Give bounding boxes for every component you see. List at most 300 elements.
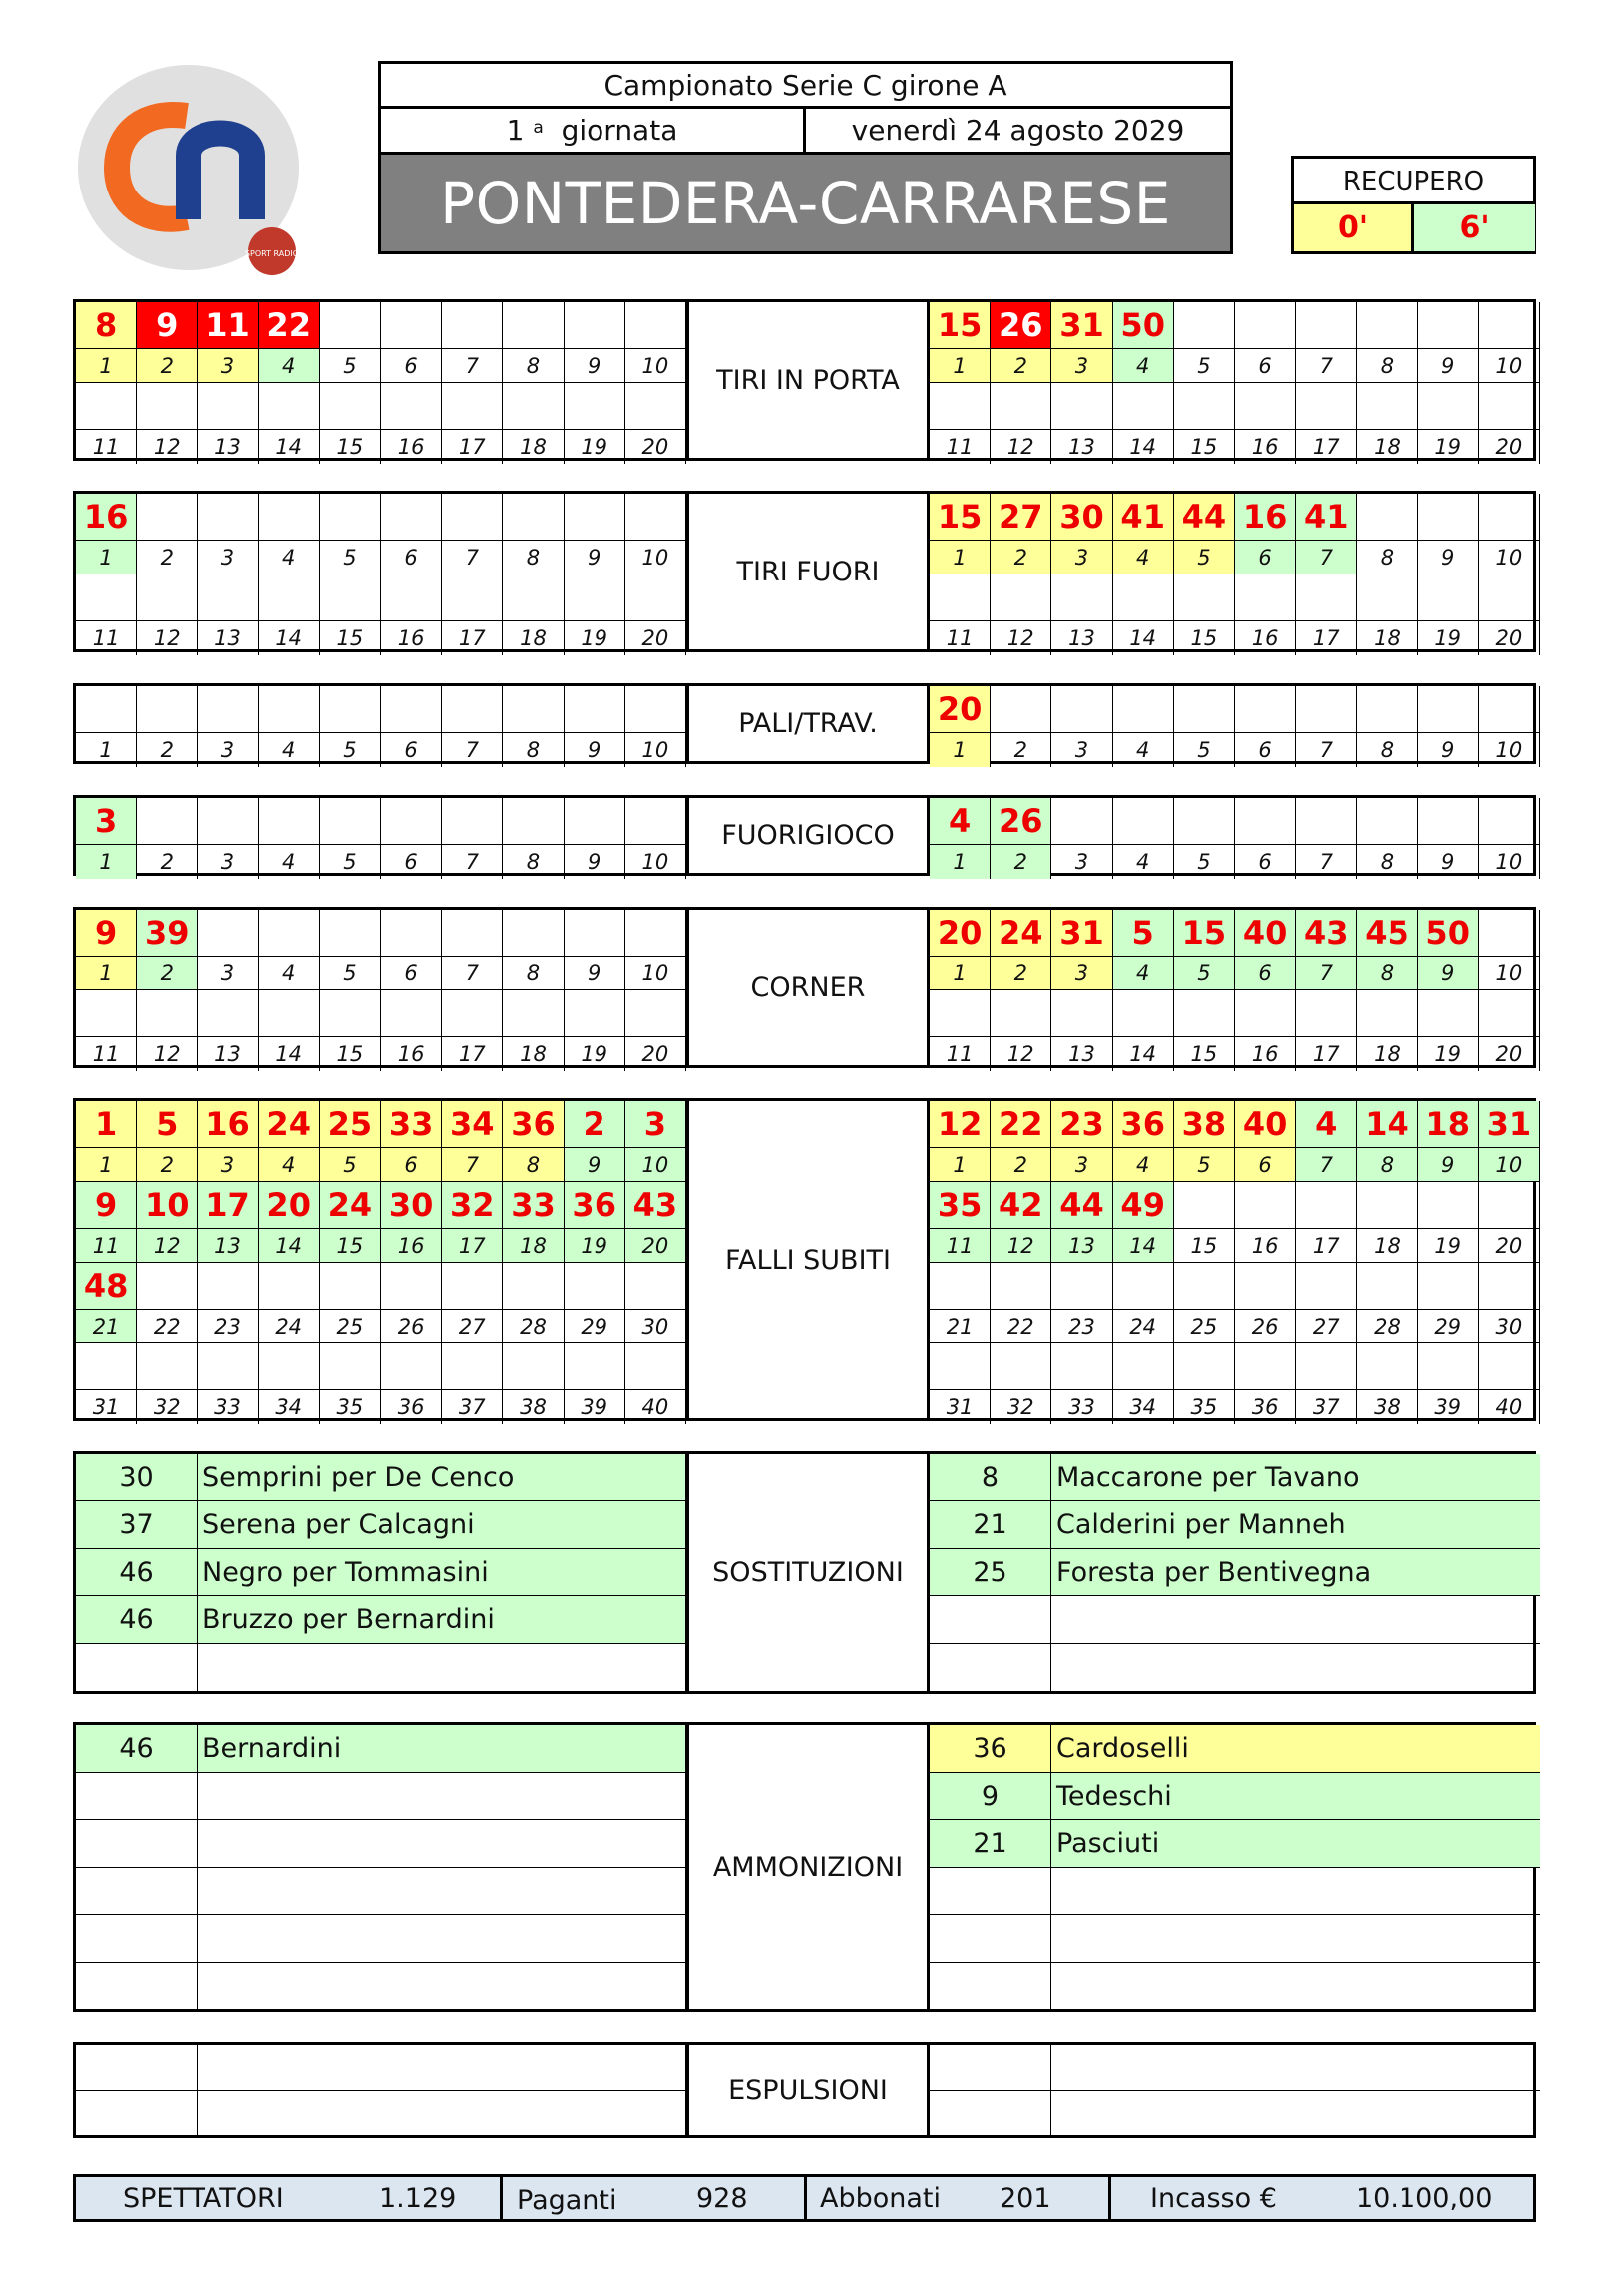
fuorigioco-right-index: 8 bbox=[1357, 845, 1417, 879]
tiri-fuori-left-value bbox=[320, 574, 381, 621]
falli-subiti-left-index: 32 bbox=[137, 1390, 198, 1424]
corner-left-value bbox=[76, 990, 137, 1037]
falli-subiti-left-value: 10 bbox=[137, 1182, 198, 1229]
pali-trav-left-index: 5 bbox=[320, 733, 381, 767]
falli-subiti-right-index: 33 bbox=[1051, 1390, 1112, 1424]
tiri-in-porta-right-value: 15 bbox=[930, 302, 991, 349]
fuorigioco-left-value bbox=[442, 798, 503, 845]
sostituzioni-label: SOSTITUZIONI bbox=[686, 1454, 930, 1691]
corner-left-value bbox=[625, 910, 686, 957]
tiri-fuori-right-value: 44 bbox=[1174, 494, 1235, 541]
corner-right-value bbox=[1113, 990, 1174, 1037]
tiri-in-porta-right-index: 17 bbox=[1296, 430, 1357, 464]
tiri-fuori-right-index: 6 bbox=[1235, 541, 1296, 574]
falli-subiti-left-index: 17 bbox=[442, 1229, 503, 1263]
falli-subiti-right-index: 3 bbox=[1051, 1148, 1112, 1182]
falli-subiti-right-index: 29 bbox=[1418, 1310, 1479, 1343]
espulsioni-left-player bbox=[198, 2091, 686, 2136]
falli-subiti-left-value: 9 bbox=[76, 1182, 137, 1229]
corner-left-value bbox=[381, 990, 442, 1037]
pali-trav-right-value bbox=[1051, 686, 1112, 733]
fuorigioco-left-index: 9 bbox=[565, 845, 625, 879]
pali-trav-right-index: 7 bbox=[1296, 733, 1357, 767]
falli-subiti-right-index: 5 bbox=[1174, 1148, 1235, 1182]
falli-subiti-left-index: 36 bbox=[381, 1390, 442, 1424]
falli-subiti-right-value bbox=[1357, 1182, 1417, 1229]
ammonizioni-right-player bbox=[1051, 1963, 1540, 2011]
tiri-fuori-right-index: 11 bbox=[930, 621, 991, 655]
corner-left-value bbox=[625, 990, 686, 1037]
tiri-in-porta-right-index: 10 bbox=[1479, 349, 1540, 383]
corner-left-index: 17 bbox=[442, 1037, 503, 1071]
tiri-fuori-left-index: 1 bbox=[76, 541, 137, 574]
tiri-in-porta-left-value: 22 bbox=[259, 302, 320, 349]
corner-left-index: 14 bbox=[259, 1037, 320, 1071]
tiri-in-porta-left-value bbox=[320, 302, 381, 349]
tiri-fuori-left-value bbox=[320, 494, 381, 541]
falli-subiti-right-value bbox=[930, 1263, 991, 1310]
falli-subiti-right-index: 7 bbox=[1296, 1148, 1357, 1182]
corner-right-value bbox=[991, 990, 1051, 1037]
corner-left-index: 20 bbox=[625, 1037, 686, 1071]
pali-trav-right-value: 20 bbox=[930, 686, 991, 733]
corner-right-index: 18 bbox=[1357, 1037, 1417, 1071]
tiri-in-porta-left-index: 20 bbox=[625, 430, 686, 464]
sostituzioni-right-player: Calderini per Manneh bbox=[1051, 1501, 1540, 1548]
match-header bbox=[378, 61, 1233, 254]
fuorigioco-left-value bbox=[198, 798, 258, 845]
tiri-in-porta-left-index: 11 bbox=[76, 430, 137, 464]
sostituzioni-right-minute bbox=[930, 1596, 1051, 1643]
falli-subiti-left-index: 39 bbox=[565, 1390, 625, 1424]
falli-subiti-right-value: 38 bbox=[1174, 1101, 1235, 1148]
falli-subiti-left-value: 2 bbox=[565, 1101, 625, 1148]
pali-trav-left-value bbox=[565, 686, 625, 733]
falli-subiti-left-value bbox=[442, 1343, 503, 1390]
tiri-in-porta-left-value bbox=[625, 383, 686, 430]
section-corner bbox=[73, 907, 1536, 1068]
falli-subiti-left-value: 43 bbox=[625, 1182, 686, 1229]
falli-subiti-left-index: 7 bbox=[442, 1148, 503, 1182]
recupero-label: RECUPERO bbox=[1294, 159, 1533, 204]
falli-subiti-left-index: 20 bbox=[625, 1229, 686, 1263]
spettatori-label: SPETTATORI bbox=[123, 2183, 284, 2214]
ammonizioni-left-player bbox=[198, 1820, 686, 1868]
falli-subiti-left-index: 31 bbox=[76, 1390, 137, 1424]
pali-trav-left-index: 4 bbox=[259, 733, 320, 767]
fuorigioco-right-value bbox=[1174, 798, 1235, 845]
falli-subiti-left-value: 48 bbox=[76, 1263, 137, 1310]
falli-subiti-right-index: 38 bbox=[1357, 1390, 1417, 1424]
corner-right-index: 19 bbox=[1418, 1037, 1479, 1071]
corner-right-value: 40 bbox=[1235, 910, 1296, 957]
pali-trav-left-index: 9 bbox=[565, 733, 625, 767]
section-tiri-fuori bbox=[73, 491, 1536, 652]
corner-left-value bbox=[503, 910, 564, 957]
falli-subiti-right-value bbox=[991, 1343, 1051, 1390]
corner-left-value bbox=[381, 910, 442, 957]
fuorigioco-right-value: 26 bbox=[991, 798, 1051, 845]
fuorigioco-left-index: 6 bbox=[381, 845, 442, 879]
corner-right-value bbox=[1296, 990, 1357, 1037]
sostituzioni-right-player: Foresta per Bentivegna bbox=[1051, 1549, 1540, 1596]
tiri-in-porta-left-index: 9 bbox=[565, 349, 625, 383]
tiri-fuori-left-value: 16 bbox=[76, 494, 137, 541]
ammonizioni-right-minute bbox=[930, 1915, 1051, 1963]
fuorigioco-right-value bbox=[1235, 798, 1296, 845]
ammonizioni-right-minute: 36 bbox=[930, 1725, 1051, 1773]
tiri-fuori-right-value bbox=[1357, 494, 1417, 541]
corner-right-value: 24 bbox=[991, 910, 1051, 957]
falli-subiti-right-value bbox=[930, 1343, 991, 1390]
tiri-in-porta-left-value bbox=[381, 302, 442, 349]
corner-left-index: 8 bbox=[503, 957, 564, 990]
tiri-fuori-left-index: 8 bbox=[503, 541, 564, 574]
tiri-in-porta-right-value bbox=[1235, 383, 1296, 430]
espulsioni-left-minute bbox=[76, 2091, 198, 2136]
tiri-fuori-left-index: 5 bbox=[320, 541, 381, 574]
falli-subiti-left-value bbox=[503, 1343, 564, 1390]
corner-right-index: 11 bbox=[930, 1037, 991, 1071]
tiri-in-porta-right-value bbox=[1357, 383, 1417, 430]
tiri-fuori-right-index: 5 bbox=[1174, 541, 1235, 574]
falli-subiti-right-index: 24 bbox=[1113, 1310, 1174, 1343]
tiri-in-porta-right-index: 2 bbox=[991, 349, 1051, 383]
corner-right-index: 10 bbox=[1479, 957, 1540, 990]
pali-trav-right-value bbox=[1113, 686, 1174, 733]
fuorigioco-left-value bbox=[137, 798, 198, 845]
tiri-fuori-left-value bbox=[198, 494, 258, 541]
falli-subiti-right-value: 36 bbox=[1113, 1101, 1174, 1148]
falli-subiti-left-value bbox=[76, 1343, 137, 1390]
corner-right-index: 9 bbox=[1418, 957, 1479, 990]
falli-subiti-right-value bbox=[1479, 1263, 1540, 1310]
ammonizioni-left-player bbox=[198, 1963, 686, 2011]
falli-subiti-right-index: 30 bbox=[1479, 1310, 1540, 1343]
section-falli-subiti bbox=[73, 1098, 1536, 1421]
tiri-in-porta-left-value: 9 bbox=[137, 302, 198, 349]
falli-subiti-left-value bbox=[320, 1343, 381, 1390]
tiri-fuori-right-value bbox=[1418, 574, 1479, 621]
sostituzioni-right-minute: 25 bbox=[930, 1549, 1051, 1596]
falli-subiti-right-value bbox=[1051, 1343, 1112, 1390]
tiri-fuori-right-value bbox=[1113, 574, 1174, 621]
corner-right-index: 1 bbox=[930, 957, 991, 990]
sostituzioni-left-player: Negro per Tommasini bbox=[198, 1549, 686, 1596]
fuorigioco-right-index: 5 bbox=[1174, 845, 1235, 879]
corner-right-index: 2 bbox=[991, 957, 1051, 990]
tiri-fuori-right-value: 30 bbox=[1051, 494, 1112, 541]
tiri-fuori-left-value bbox=[259, 494, 320, 541]
falli-subiti-left-index: 4 bbox=[259, 1148, 320, 1182]
falli-subiti-left-index: 38 bbox=[503, 1390, 564, 1424]
pali-trav-left-value bbox=[137, 686, 198, 733]
tiri-fuori-right-value bbox=[1296, 574, 1357, 621]
tiri-in-porta-right-value bbox=[1296, 383, 1357, 430]
corner-left-value bbox=[259, 990, 320, 1037]
tiri-fuori-left-index: 10 bbox=[625, 541, 686, 574]
tiri-fuori-right-value: 27 bbox=[991, 494, 1051, 541]
falli-subiti-right-value bbox=[1296, 1263, 1357, 1310]
falli-subiti-right-value: 49 bbox=[1113, 1182, 1174, 1229]
falli-subiti-right-value bbox=[1357, 1343, 1417, 1390]
tiri-fuori-left-index: 13 bbox=[198, 621, 258, 655]
tiri-in-porta-left-index: 3 bbox=[198, 349, 258, 383]
tiri-fuori-left-value bbox=[137, 494, 198, 541]
fuorigioco-right-value bbox=[1113, 798, 1174, 845]
pali-trav-left-value bbox=[320, 686, 381, 733]
falli-subiti-right-value bbox=[1113, 1343, 1174, 1390]
tiri-in-porta-left-index: 1 bbox=[76, 349, 137, 383]
tiri-in-porta-left-index: 12 bbox=[137, 430, 198, 464]
falli-subiti-left-index: 37 bbox=[442, 1390, 503, 1424]
tiri-in-porta-right-index: 18 bbox=[1357, 430, 1417, 464]
tiri-fuori-label: TIRI FUORI bbox=[686, 494, 930, 649]
falli-subiti-left-index: 22 bbox=[137, 1310, 198, 1343]
tiri-fuori-right-index: 17 bbox=[1296, 621, 1357, 655]
falli-subiti-right-value bbox=[1174, 1263, 1235, 1310]
pali-trav-left-value bbox=[625, 686, 686, 733]
falli-subiti-left-index: 2 bbox=[137, 1148, 198, 1182]
falli-subiti-right-index: 12 bbox=[991, 1229, 1051, 1263]
tiri-fuori-left-index: 17 bbox=[442, 621, 503, 655]
tiri-in-porta-right-value: 31 bbox=[1051, 302, 1112, 349]
corner-right-value bbox=[1357, 990, 1417, 1037]
tiri-in-porta-left-index: 15 bbox=[320, 430, 381, 464]
tiri-in-porta-left-value bbox=[565, 383, 625, 430]
ammonizioni-left-player: Bernardini bbox=[198, 1725, 686, 1773]
falli-subiti-right-value bbox=[1418, 1263, 1479, 1310]
tiri-fuori-left-index: 9 bbox=[565, 541, 625, 574]
falli-subiti-left-value bbox=[381, 1343, 442, 1390]
pali-trav-right-index: 10 bbox=[1479, 733, 1540, 767]
fuorigioco-right-value bbox=[1296, 798, 1357, 845]
falli-subiti-left-value bbox=[198, 1343, 258, 1390]
ammonizioni-label: AMMONIZIONI bbox=[686, 1725, 930, 2009]
falli-subiti-right-value bbox=[1357, 1263, 1417, 1310]
pali-trav-left-index: 7 bbox=[442, 733, 503, 767]
fuorigioco-left-index: 7 bbox=[442, 845, 503, 879]
falli-subiti-right-value bbox=[1051, 1263, 1112, 1310]
pali-trav-left-value bbox=[76, 686, 137, 733]
falli-subiti-left-index: 12 bbox=[137, 1229, 198, 1263]
ammonizioni-right-minute: 21 bbox=[930, 1820, 1051, 1868]
falli-subiti-label: FALLI SUBITI bbox=[686, 1101, 930, 1418]
falli-subiti-right-index: 21 bbox=[930, 1310, 991, 1343]
tiri-fuori-right-index: 15 bbox=[1174, 621, 1235, 655]
tiri-in-porta-right-index: 13 bbox=[1051, 430, 1112, 464]
espulsioni-right-minute bbox=[930, 2091, 1051, 2136]
corner-right-value: 45 bbox=[1357, 910, 1417, 957]
falli-subiti-right-value bbox=[1174, 1182, 1235, 1229]
ammonizioni-left-minute: 46 bbox=[76, 1725, 198, 1773]
corner-right-value: 43 bbox=[1296, 910, 1357, 957]
tiri-in-porta-left-index: 18 bbox=[503, 430, 564, 464]
tiri-in-porta-left-index: 13 bbox=[198, 430, 258, 464]
corner-right-index: 12 bbox=[991, 1037, 1051, 1071]
falli-subiti-left-index: 33 bbox=[198, 1390, 258, 1424]
falli-subiti-right-index: 19 bbox=[1418, 1229, 1479, 1263]
pali-trav-right-index: 4 bbox=[1113, 733, 1174, 767]
tiri-fuori-right-index: 2 bbox=[991, 541, 1051, 574]
corner-right-index: 3 bbox=[1051, 957, 1112, 990]
falli-subiti-left-value: 1 bbox=[76, 1101, 137, 1148]
corner-right-value: 20 bbox=[930, 910, 991, 957]
corner-left-index: 9 bbox=[565, 957, 625, 990]
tiri-fuori-right-value bbox=[991, 574, 1051, 621]
falli-subiti-right-value: 44 bbox=[1051, 1182, 1112, 1229]
tiri-in-porta-left-index: 17 bbox=[442, 430, 503, 464]
corner-right-value: 50 bbox=[1418, 910, 1479, 957]
falli-subiti-left-value bbox=[198, 1263, 258, 1310]
tiri-in-porta-right-value bbox=[930, 383, 991, 430]
falli-subiti-right-value: 18 bbox=[1418, 1101, 1479, 1148]
falli-subiti-right-index: 1 bbox=[930, 1148, 991, 1182]
pali-trav-left-index: 8 bbox=[503, 733, 564, 767]
falli-subiti-right-index: 15 bbox=[1174, 1229, 1235, 1263]
falli-subiti-right-index: 40 bbox=[1479, 1390, 1540, 1424]
fuorigioco-left-index: 10 bbox=[625, 845, 686, 879]
tiri-in-porta-left-index: 14 bbox=[259, 430, 320, 464]
tiri-fuori-left-index: 14 bbox=[259, 621, 320, 655]
corner-left-index: 18 bbox=[503, 1037, 564, 1071]
tiri-fuori-left-value bbox=[198, 574, 258, 621]
falli-subiti-right-value: 42 bbox=[991, 1182, 1051, 1229]
corner-right-value bbox=[1174, 990, 1235, 1037]
falli-subiti-left-value bbox=[625, 1263, 686, 1310]
fuorigioco-right-index: 3 bbox=[1051, 845, 1112, 879]
falli-subiti-left-index: 15 bbox=[320, 1229, 381, 1263]
corner-left-index: 1 bbox=[76, 957, 137, 990]
falli-subiti-left-value: 30 bbox=[381, 1182, 442, 1229]
tiri-in-porta-right-value: 50 bbox=[1113, 302, 1174, 349]
tiri-fuori-left-index: 3 bbox=[198, 541, 258, 574]
corner-right-index: 6 bbox=[1235, 957, 1296, 990]
fuorigioco-left-value bbox=[565, 798, 625, 845]
falli-subiti-left-value bbox=[137, 1343, 198, 1390]
ammonizioni-right-minute: 9 bbox=[930, 1773, 1051, 1821]
pali-trav-left-value bbox=[198, 686, 258, 733]
falli-subiti-right-value bbox=[1479, 1182, 1540, 1229]
falli-subiti-left-value bbox=[381, 1263, 442, 1310]
falli-subiti-left-index: 9 bbox=[565, 1148, 625, 1182]
tiri-fuori-right-index: 18 bbox=[1357, 621, 1417, 655]
corner-right-value bbox=[1479, 910, 1540, 957]
tiri-in-porta-left-index: 16 bbox=[381, 430, 442, 464]
tiri-in-porta-right-value bbox=[1479, 302, 1540, 349]
falli-subiti-right-index: 16 bbox=[1235, 1229, 1296, 1263]
sostituzioni-right-minute: 8 bbox=[930, 1454, 1051, 1501]
sostituzioni-right-player bbox=[1051, 1596, 1540, 1643]
falli-subiti-right-index: 17 bbox=[1296, 1229, 1357, 1263]
tiri-in-porta-left-value bbox=[625, 302, 686, 349]
tiri-in-porta-right-index: 16 bbox=[1235, 430, 1296, 464]
paganti-value: 928 bbox=[696, 2183, 748, 2214]
falli-subiti-right-index: 10 bbox=[1479, 1148, 1540, 1182]
tiri-in-porta-right-value bbox=[991, 383, 1051, 430]
falli-subiti-left-index: 34 bbox=[259, 1390, 320, 1424]
corner-right-index: 14 bbox=[1113, 1037, 1174, 1071]
espulsioni-left-player bbox=[198, 2045, 686, 2091]
falli-subiti-left-value: 25 bbox=[320, 1101, 381, 1148]
sostituzioni-right-player: Maccarone per Tavano bbox=[1051, 1454, 1540, 1501]
falli-subiti-left-index: 10 bbox=[625, 1148, 686, 1182]
pali-trav-right-index: 9 bbox=[1418, 733, 1479, 767]
ammonizioni-left-minute bbox=[76, 1773, 198, 1821]
falli-subiti-right-index: 8 bbox=[1357, 1148, 1417, 1182]
section-ammonizioni bbox=[73, 1722, 1536, 2012]
pali-trav-right-value bbox=[991, 686, 1051, 733]
corner-right-value: 5 bbox=[1113, 910, 1174, 957]
pali-trav-right-index: 6 bbox=[1235, 733, 1296, 767]
tiri-in-porta-left-index: 19 bbox=[565, 430, 625, 464]
section-sostituzioni bbox=[73, 1451, 1536, 1694]
ammonizioni-right-player: Pasciuti bbox=[1051, 1820, 1540, 1868]
corner-left-value bbox=[198, 910, 258, 957]
sostituzioni-left-player: Bruzzo per Bernardini bbox=[198, 1596, 686, 1643]
tiri-fuori-left-value bbox=[625, 574, 686, 621]
sostituzioni-left-player: Serena per Calcagni bbox=[198, 1501, 686, 1548]
tiri-fuori-left-value bbox=[503, 494, 564, 541]
corner-left-index: 12 bbox=[137, 1037, 198, 1071]
tiri-in-porta-left-value: 8 bbox=[76, 302, 137, 349]
sostituzioni-left-minute: 46 bbox=[76, 1596, 198, 1643]
tiri-in-porta-left-index: 6 bbox=[381, 349, 442, 383]
fuorigioco-left-value bbox=[625, 798, 686, 845]
falli-subiti-left-index: 8 bbox=[503, 1148, 564, 1182]
fuorigioco-left-value bbox=[503, 798, 564, 845]
abbonati-label: Abbonati bbox=[820, 2183, 942, 2214]
falli-subiti-left-index: 28 bbox=[503, 1310, 564, 1343]
corner-right-value bbox=[1235, 990, 1296, 1037]
tiri-in-porta-left-value bbox=[320, 383, 381, 430]
tiri-fuori-right-index: 16 bbox=[1235, 621, 1296, 655]
ammonizioni-right-player bbox=[1051, 1868, 1540, 1916]
fuorigioco-left-index: 8 bbox=[503, 845, 564, 879]
falli-subiti-right-value bbox=[1296, 1343, 1357, 1390]
falli-subiti-left-index: 21 bbox=[76, 1310, 137, 1343]
tiri-in-porta-right-index: 11 bbox=[930, 430, 991, 464]
cn-logo bbox=[77, 64, 304, 279]
tiri-in-porta-left-value bbox=[198, 383, 258, 430]
tiri-in-porta-left-value bbox=[259, 383, 320, 430]
recupero-first-half: 0' bbox=[1294, 204, 1414, 251]
fuorigioco-right-index: 7 bbox=[1296, 845, 1357, 879]
tiri-in-porta-right-index: 4 bbox=[1113, 349, 1174, 383]
falli-subiti-left-index: 5 bbox=[320, 1148, 381, 1182]
pali-trav-right-index: 1 bbox=[930, 733, 991, 767]
fuorigioco-left-value bbox=[381, 798, 442, 845]
falli-subiti-right-value bbox=[1479, 1343, 1540, 1390]
pali-trav-left-index: 6 bbox=[381, 733, 442, 767]
tiri-in-porta-left-index: 4 bbox=[259, 349, 320, 383]
sostituzioni-left-minute: 46 bbox=[76, 1549, 198, 1596]
tiri-in-porta-left-value bbox=[381, 383, 442, 430]
corner-right-index: 8 bbox=[1357, 957, 1417, 990]
falli-subiti-left-value bbox=[503, 1263, 564, 1310]
tiri-in-porta-right-index: 6 bbox=[1235, 349, 1296, 383]
tiri-fuori-left-index: 15 bbox=[320, 621, 381, 655]
pali-trav-right-value bbox=[1235, 686, 1296, 733]
corner-right-value bbox=[1051, 990, 1112, 1037]
fuorigioco-right-index: 1 bbox=[930, 845, 991, 879]
falli-subiti-left-index: 11 bbox=[76, 1229, 137, 1263]
falli-subiti-right-index: 13 bbox=[1051, 1229, 1112, 1263]
ammonizioni-left-player bbox=[198, 1868, 686, 1916]
tiri-fuori-right-index: 14 bbox=[1113, 621, 1174, 655]
falli-subiti-left-index: 35 bbox=[320, 1390, 381, 1424]
round: 1 $^a$ giornata bbox=[381, 109, 806, 152]
